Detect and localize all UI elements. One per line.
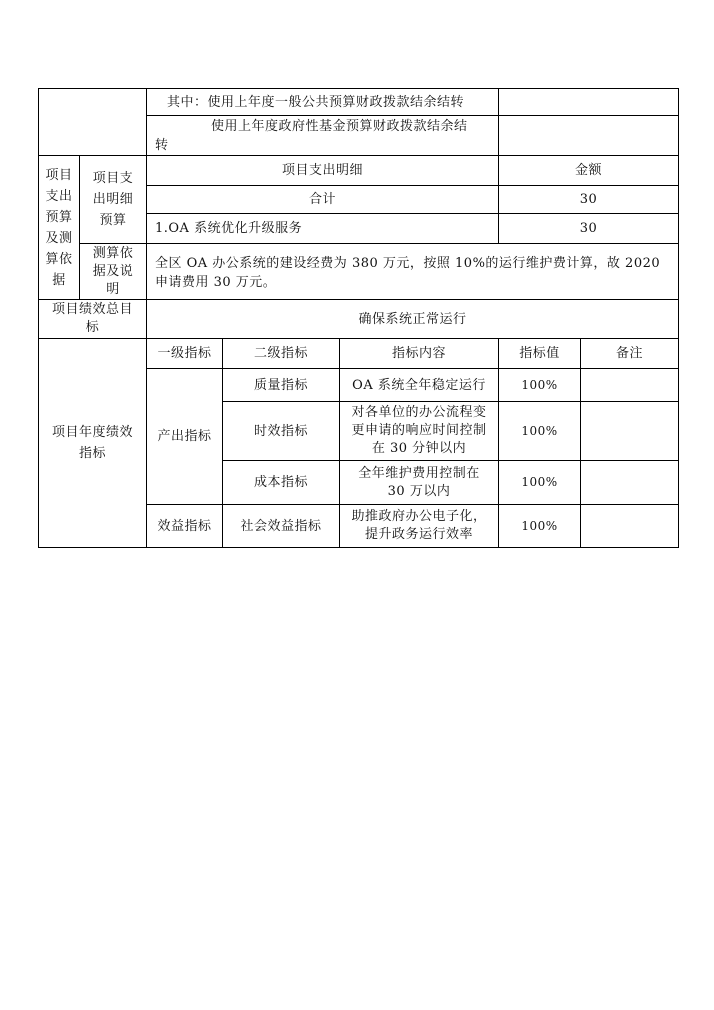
indicator-row-note [581, 505, 678, 547]
total-amount: 30 [579, 192, 598, 207]
indicators-section-label: 项目年度绩效指标 [51, 425, 133, 461]
carryover-fund-row [147, 116, 498, 155]
detail-header: 项目支出明细 [281, 163, 363, 178]
indicator-row-value: 100% [521, 423, 558, 438]
header-content: 指标内容 [391, 346, 446, 361]
carryover-general-row: 其中：使用上年度一般公共预算财政拨款结余结转 [167, 94, 465, 110]
indicator-row-content: 助推政府办公电子化，提升政务运行效率 [351, 509, 487, 542]
output-indicator-label: 产出指标 [157, 429, 212, 444]
indicator-row-value: 100% [521, 475, 558, 489]
basis-label: 测算依据及说明 [92, 245, 134, 297]
indicator-row-note [581, 369, 678, 401]
indicator-row-content: OA 系统全年稳定运行 [352, 377, 486, 393]
indicator-row-level2: 时效指标 [253, 423, 308, 439]
indicator-row-note [581, 402, 678, 460]
amount-header: 金额 [574, 163, 602, 178]
carryover-fund-line2: 转 [155, 138, 169, 153]
detail-label: 项目支出明细预算 [92, 171, 134, 228]
indicator-row-level2: 成本指标 [253, 475, 308, 490]
indicator-row-content: 对各单位的办公流程变更申请的响应时间控制在 30 分钟以内 [351, 405, 487, 456]
goal-label: 项目绩效总目标 [51, 302, 133, 335]
header-level1: 一级指标 [157, 346, 212, 361]
indicator-row-level2: 质量指标 [253, 377, 308, 393]
indicator-row-value: 100% [521, 377, 558, 392]
budget-item-name: 1.OA 系统优化升级服务 [155, 221, 303, 236]
budget-item-amount: 30 [579, 221, 598, 236]
header-note: 备注 [615, 346, 643, 361]
header-value: 指标值 [519, 346, 560, 361]
budget-section-label: 项目支出预算及测算依据 [45, 167, 73, 288]
indicator-row-note [581, 461, 678, 504]
total-label: 合计 [308, 192, 336, 207]
header-level2: 二级指标 [253, 346, 308, 361]
benefit-indicator-label: 效益指标 [157, 518, 212, 534]
indicator-row-content: 全年维护费用控制在 30 万以内 [358, 465, 480, 499]
basis-text: 全区 OA 办公系统的建设经费为 380 万元，按照 10%的运行维护费计算，故 2020 申请费用 30 万元。 [155, 256, 661, 290]
goal-text: 确保系统正常运行 [358, 311, 467, 327]
indicator-row-value: 100% [521, 518, 558, 533]
indicator-row-level2: 社会效益指标 [240, 518, 322, 534]
carryover-fund-line1: 使用上年度政府性基金预算财政拨款结余结 [211, 119, 468, 134]
